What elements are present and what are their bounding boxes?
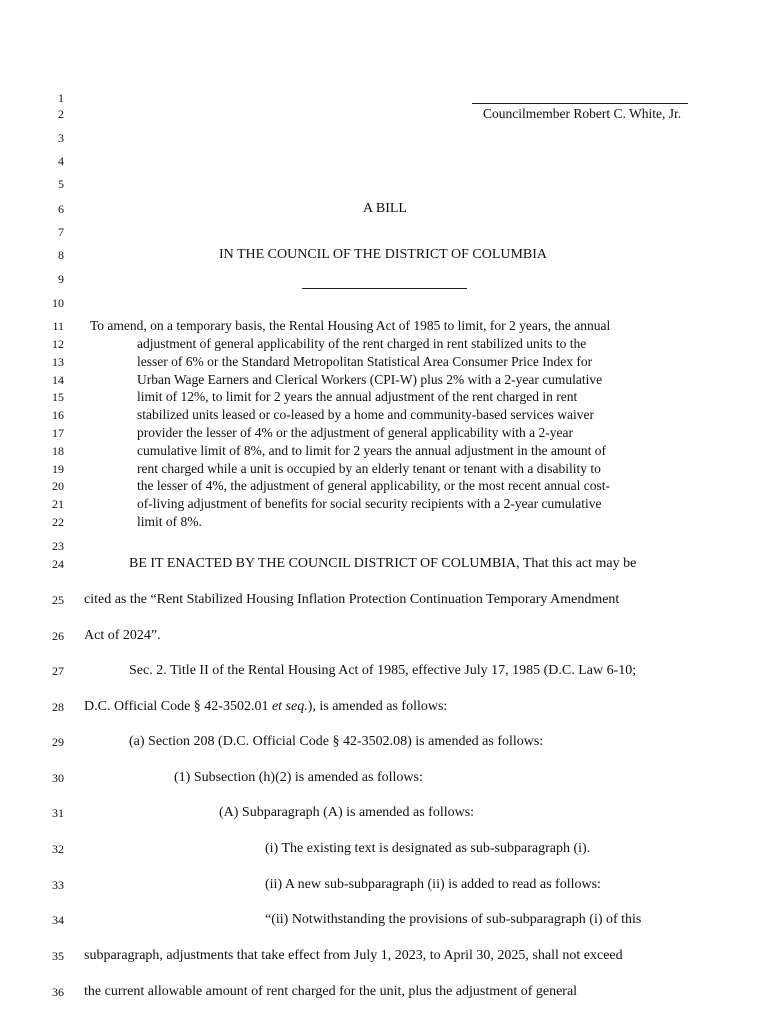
line-number: 9 xyxy=(58,272,64,286)
line-number: 18 xyxy=(52,444,64,458)
purpose-line: the lesser of 4%, the adjustment of general applicability, or the most recent annual cost- xyxy=(137,478,610,493)
line-number: 32 xyxy=(52,842,64,856)
enacting-clause: BE IT ENACTED BY THE COUNCIL DISTRICT OF COLUMBIA, That this act may be xyxy=(129,556,637,571)
bill-title: A BILL xyxy=(363,201,407,216)
line-number: 8 xyxy=(58,248,64,262)
purpose-line: of-living adjustment of benefits for social security recipients with a 2-year cumulative xyxy=(137,496,602,511)
line-number: 33 xyxy=(52,878,64,892)
line-number: 34 xyxy=(52,913,64,927)
body-text: ), is amended as follows: xyxy=(307,699,448,714)
line-number: 11 xyxy=(52,319,64,333)
line-number: 23 xyxy=(52,539,64,553)
line-number: 28 xyxy=(52,700,64,714)
purpose-line: limit of 8%. xyxy=(137,514,202,529)
signature-line xyxy=(472,103,688,104)
line-number: 27 xyxy=(52,664,64,678)
line-number: 22 xyxy=(52,515,64,529)
body-line xyxy=(84,699,447,715)
purpose-line: lesser of 6% or the Standard Metropolitan Statistical Area Consumer Price Index for xyxy=(137,354,593,369)
section-heading: Sec. 2. Title II of the Rental Housing Act of 1985, effective July 17, 1985 (D.C. Law 6-10; xyxy=(129,663,637,678)
purpose-line: stabilized units leased or co-leased by a home and community-based services waiver xyxy=(137,407,594,422)
line-number: 17 xyxy=(52,426,64,440)
council-heading: IN THE COUNCIL OF THE DISTRICT OF COLUMBIA xyxy=(218,247,548,262)
line-number: 16 xyxy=(52,408,64,422)
line-number: 15 xyxy=(52,390,64,404)
sponsor-name: Councilmember Robert C. White, Jr. xyxy=(483,106,682,121)
line-number: 10 xyxy=(52,296,64,310)
line-number: 4 xyxy=(58,154,64,168)
line-number: 3 xyxy=(58,131,64,145)
body-line: Act of 2024”. xyxy=(84,628,161,643)
line-number: 7 xyxy=(58,225,64,239)
paragraph-line: (1) Subsection (h)(2) is amended as follows: xyxy=(174,770,423,785)
line-number: 20 xyxy=(52,479,64,493)
line-number: 36 xyxy=(52,985,64,999)
line-number: 1 xyxy=(58,91,64,105)
body-line: subparagraph, adjustments that take effect from July 1, 2023, to April 30, 2025, shall not exceed xyxy=(84,948,623,963)
purpose-line: cumulative limit of 8%, and to limit for 2 years the annual adjustment in the amount of xyxy=(137,443,607,458)
purpose-line: rent charged while a unit is occupied by an elderly tenant or tenant with a disability to xyxy=(137,461,601,476)
line-number: 2 xyxy=(58,107,64,121)
line-number: 25 xyxy=(52,593,64,607)
sub-subparagraph-line: (ii) A new sub-subparagraph (ii) is added to read as follows: xyxy=(265,877,601,892)
purpose-line: adjustment of general applicability of the rent charged in rent stabilized units to the xyxy=(137,336,587,351)
line-number: 31 xyxy=(52,806,64,820)
subparagraph-line: (A) Subparagraph (A) is amended as follows: xyxy=(219,805,475,820)
line-number: 24 xyxy=(52,557,64,571)
line-number: 21 xyxy=(52,497,64,511)
line-number: 26 xyxy=(52,629,64,643)
line-number: 30 xyxy=(52,771,64,785)
line-number: 13 xyxy=(52,355,64,369)
line-number: 19 xyxy=(52,462,64,476)
subsection-line: (a) Section 208 (D.C. Official Code § 42-3502.08) is amended as follows: xyxy=(129,734,544,749)
body-text-italic: et seq. xyxy=(271,699,308,714)
sub-subparagraph-line: (i) The existing text is designated as sub-subparagraph (i). xyxy=(265,841,591,856)
line-number: 29 xyxy=(52,735,64,749)
body-line: the current allowable amount of rent charged for the unit, plus the adjustment of general xyxy=(84,984,578,999)
purpose-line: limit of 12%, to limit for 2 years the annual adjustment of the rent charged in rent xyxy=(137,389,578,404)
line-number: 35 xyxy=(52,949,64,963)
line-number: 12 xyxy=(52,337,64,351)
purpose-line: provider the lesser of 4% or the adjustment of general applicability with a 2-year xyxy=(137,425,573,440)
title-rule xyxy=(302,288,467,289)
line-number: 14 xyxy=(52,373,64,387)
line-number: 5 xyxy=(58,177,64,191)
body-line: cited as the “Rent Stabilized Housing Inflation Protection Continuation Temporary Amendment xyxy=(84,592,620,607)
quoted-text-line: “(ii) Notwithstanding the provisions of sub-subparagraph (i) of this xyxy=(265,912,642,927)
purpose-line: To amend, on a temporary basis, the Rental Housing Act of 1985 to limit, for 2 years, the annual xyxy=(90,318,611,333)
purpose-line: Urban Wage Earners and Clerical Workers (CPI-W) plus 2% with a 2-year cumulative xyxy=(137,372,603,387)
body-text: D.C. Official Code § 42-3502.01 xyxy=(84,699,272,714)
line-number: 6 xyxy=(58,202,64,216)
